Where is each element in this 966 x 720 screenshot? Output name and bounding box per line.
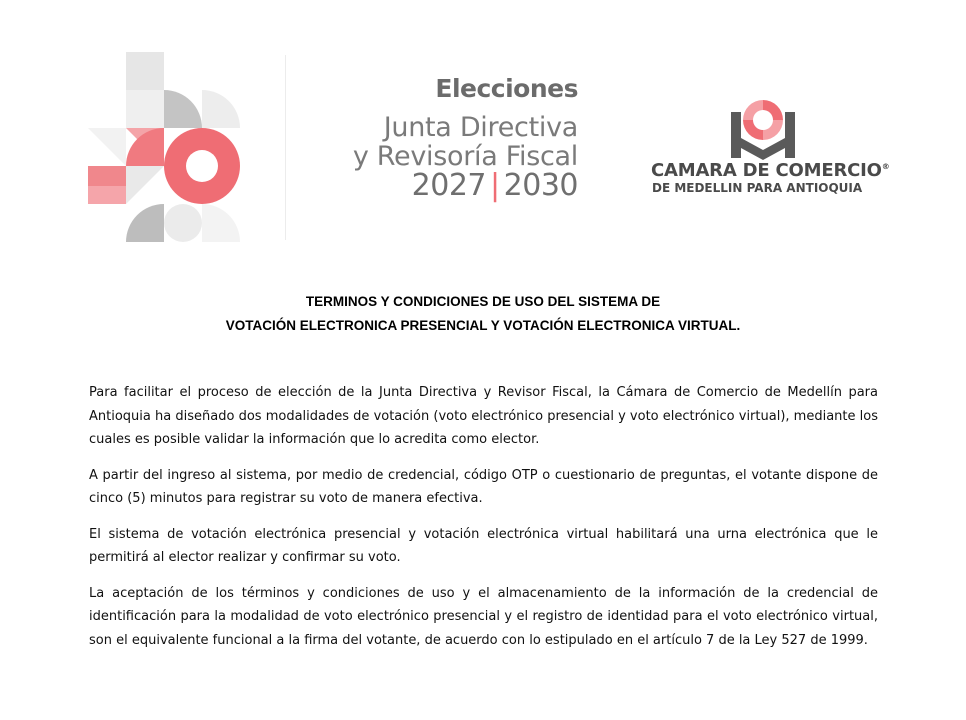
- header-divider: [285, 55, 286, 240]
- document-body: [89, 381, 878, 664]
- year-start: 2027: [411, 168, 487, 203]
- org-subtitle: DE MEDELLIN PARA ANTIOQUIA: [652, 181, 863, 195]
- paragraph-2: A partir del ingreso al sistema, por medio de credencial, código OTP o cuestionario de preguntas, el votante dispone de cinco (5) minutos para registrar su voto de manera efectiva.: [89, 467, 878, 506]
- emblem-square-pink-dark: [88, 166, 126, 186]
- election-title-block: [353, 76, 578, 201]
- chamber-symbol-icon: [727, 98, 799, 160]
- title-line-board: Junta Directiva: [383, 112, 578, 143]
- elections-emblem-logo: [88, 52, 243, 244]
- emblem-triangle-gray: [126, 166, 164, 204]
- emblem-triangle-light: [88, 128, 126, 166]
- document-title-line-2: VOTACIÓN ELECTRONICA PRESENCIAL Y VOTACIÓN ELECTRONICA VIRTUAL.: [225, 318, 741, 333]
- title-line-audit: y Revisoría Fiscal: [352, 141, 578, 172]
- year-end: 2030: [503, 168, 578, 203]
- chamber-of-commerce-logo: [651, 98, 890, 198]
- emblem-quarter-light: [202, 90, 240, 128]
- emblem-bottom-half-disc: [126, 204, 164, 242]
- elections-word: Elecciones: [435, 74, 578, 103]
- paragraph-1: Para facilitar el proceso de elección de la Junta Directiva y Revisor Fiscal, la Cámara de Comercio de Medellín para Antioquia ha diseñado dos modalidades de votación (voto electrónico presencial y voto electrónico virtual), mediante los cuales es posible validar la información que lo acredita como elector.: [89, 385, 878, 447]
- paragraph-4: La aceptación de los términos y condiciones de uso y el almacenamiento de la información de la credencial de identificación para la modalidad de voto electrónico presencial y el registro de identidad para el voto electrónico virtual, son el equivalente funcional a la firma del votante, de acuerdo con lo estipulado en el artículo 7 de la Ley 527 de 1999.: [89, 585, 878, 648]
- emblem-square-top: [126, 52, 164, 90]
- emblem-half-disc-gray: [164, 90, 202, 128]
- emblem-ring-hole: [186, 150, 218, 182]
- document-title-line-1: TERMINOS Y CONDICIONES DE USO DEL SISTEMA DE: [305, 294, 661, 309]
- emblem-bottom-quarter: [202, 204, 240, 242]
- year-separator: |: [490, 168, 500, 203]
- org-name: [651, 160, 890, 181]
- page-header: [0, 0, 966, 260]
- title-years: [353, 168, 578, 203]
- emblem-bottom-circle: [164, 204, 202, 242]
- emblem-square-mid: [126, 90, 164, 128]
- document-title: [0, 290, 966, 338]
- registered-mark: ®: [881, 162, 890, 171]
- paragraph-3: El sistema de votación electrónica presencial y votación electrónica virtual habilitará una urna electrónica que le permitirá al elector realizar y confirmar su voto.: [89, 526, 878, 565]
- org-name-text: CAMARA DE COMERCIO: [651, 160, 882, 181]
